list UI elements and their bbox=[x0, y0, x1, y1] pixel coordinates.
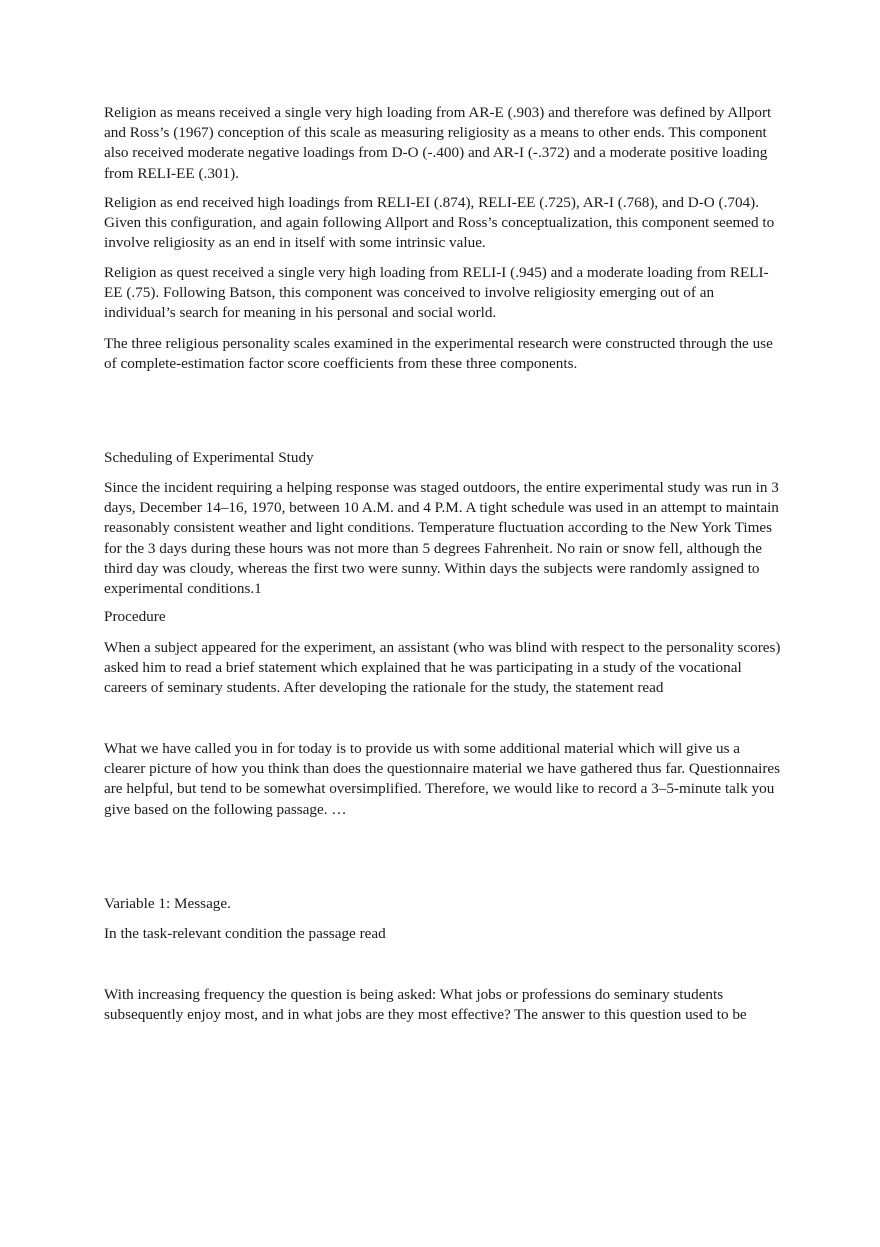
section-heading-variable-1: Variable 1: Message. bbox=[104, 895, 231, 912]
quoted-statement: What we have called you in for today is to provide us with some additional material which will give us a clearer picture of how you think than does the questionnaire material we have gathered thus far. Questionnaires are helpful, but tend to be somewhat oversimplified. Therefore, we would like to record a 3–5-minute talk you give based on the following passage. … bbox=[104, 740, 781, 818]
section-heading-procedure: Procedure bbox=[104, 608, 166, 625]
paragraph-three-scales: The three religious personality scales examined in the experimental research were constructed through the use of complete-estimation factor score coefficients from these three components. bbox=[104, 335, 773, 373]
paragraph-religion-as-end: Religion as end received high loadings from RELI-EI (.874), RELI-EE (.725), AR-I (.768), and D-O (.704). Given this configuration, and again following Allport and Ross’s conceptualization, this component seemed to involve religiosity as an end in itself with some intrinsic value. bbox=[104, 194, 775, 252]
section-heading-scheduling: Scheduling of Experimental Study bbox=[104, 449, 314, 466]
paragraph-task-relevant: In the task-relevant condition the passage read bbox=[104, 925, 386, 942]
paragraph-religion-as-quest: Religion as quest received a single very high loading from RELI-I (.945) and a moderate loading from RELI-EE (.75). Following Batson, this component was conceived to involve religiosity emerging out of an individual’s search for meaning in his personal and social world. bbox=[104, 264, 769, 322]
paragraph-procedure: When a subject appeared for the experiment, an assistant (who was blind with respect to the personality scores) asked him to read a brief statement which explained that he was participating in a study of the vocational careers of seminary students. After developing the rationale for the study, the statement read bbox=[104, 639, 781, 697]
paragraph-scheduling: Since the incident requiring a helping response was staged outdoors, the entire experimental study was run in 3 days, December 14–16, 1970, between 10 A.M. and 4 P.M. A tight schedule was used in an attempt to maintain reasonably consistent weather and light conditions. Temperature fluctuation according to the New York Times for the 3 days during these hours was not more than 5 degrees Fahrenheit. No rain or snow fell, although the third day was cloudy, whereas the first two were sunny. Within days the subjects were randomly assigned to experimental conditions.1 bbox=[104, 479, 779, 598]
quoted-passage: With increasing frequency the question is being asked: What jobs or professions do seminary students subsequently enjoy most, and in what jobs are they most effective? The answer to this question used to be bbox=[104, 986, 747, 1024]
paragraph-religion-as-means: Religion as means received a single very high loading from AR-E (.903) and therefore was defined by Allport and Ross’s (1967) conception of this scale as measuring religiosity as a means to other ends. This component also received moderate negative loadings from D-O (-.400) and AR-I (-.372) and a moderate positive loading from RELI-EE (.301). bbox=[104, 104, 772, 182]
